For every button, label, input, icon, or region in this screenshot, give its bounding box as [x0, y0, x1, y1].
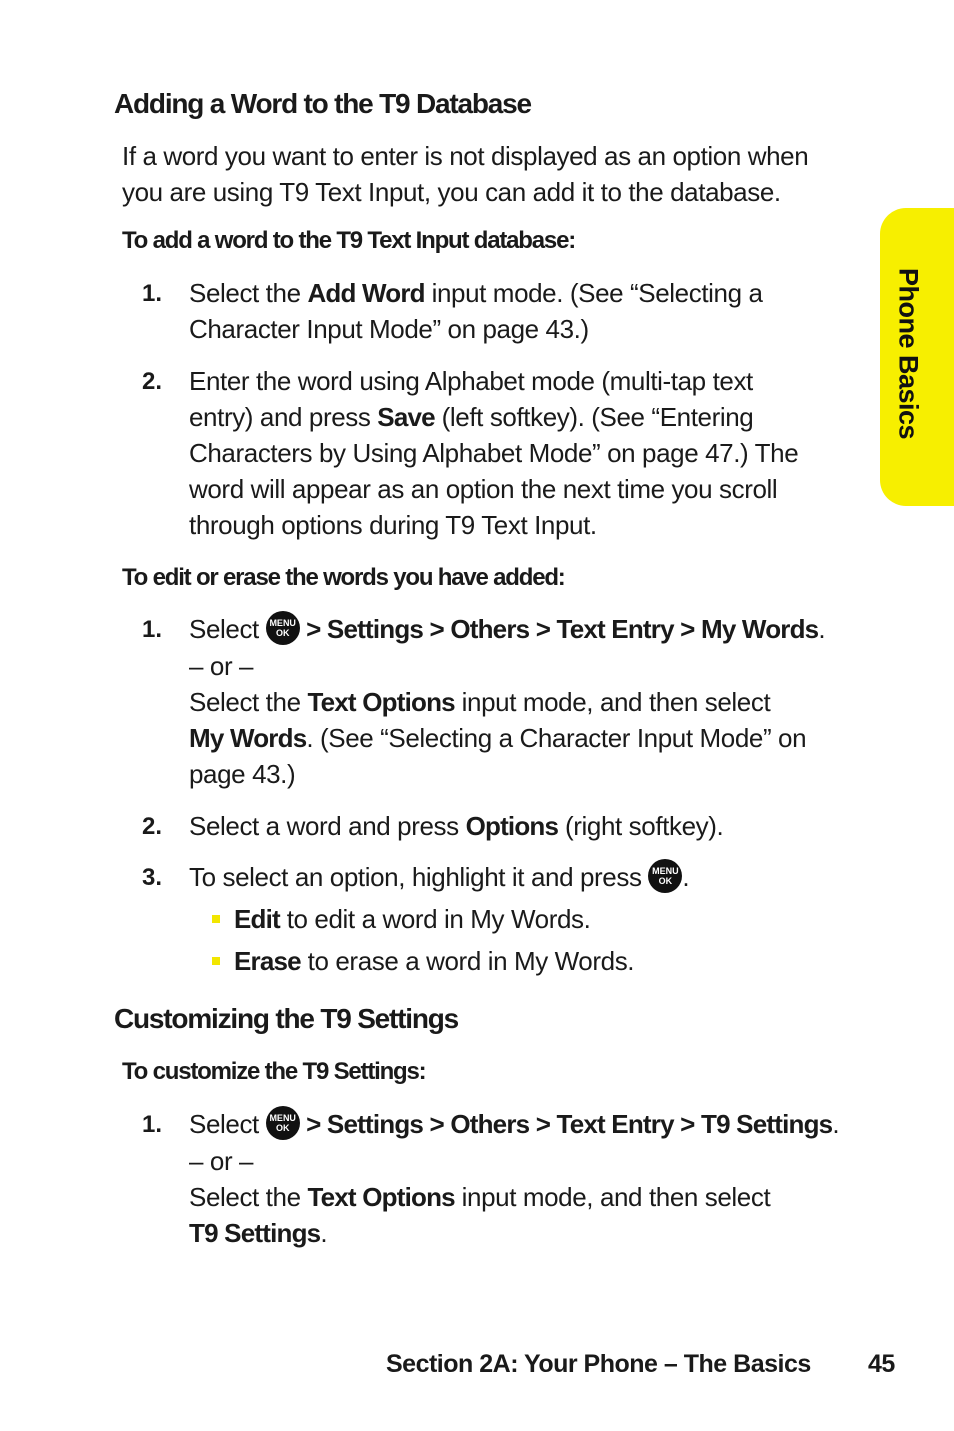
icon-text: OK [275, 1123, 290, 1134]
step-text [189, 363, 798, 543]
icon-text: OK [658, 876, 673, 887]
text: . [832, 1109, 840, 1139]
text: Enter the word using Alphabet mode (multi-tap text [189, 366, 753, 396]
text: (right softkey). [558, 811, 724, 841]
menu-path: > Settings > Others > Text Entry > T9 Settings [299, 1109, 833, 1139]
side-tab [880, 208, 954, 506]
step-text [189, 1106, 839, 1251]
text: Select [189, 614, 266, 644]
procedure-lead-edit: To edit or erase the words you have added: [122, 564, 565, 591]
step-text [189, 859, 689, 896]
intro-line-1: If a word you want to enter is not displayed as an option when [122, 141, 809, 171]
step-number: 3. [142, 864, 163, 891]
text: Select [189, 1109, 266, 1139]
icon-text: MENU [269, 1113, 296, 1124]
bold-term: Text Options [307, 1182, 455, 1213]
bold-term: T9 Settings [189, 1218, 321, 1249]
text: (left softkey). (See “Entering [434, 402, 754, 432]
text: . [682, 862, 690, 892]
step-text [189, 611, 825, 792]
bold-term: Save [377, 402, 435, 432]
bullet-item [212, 901, 590, 937]
page-number: 45 [868, 1350, 895, 1378]
menu-path: > Settings > Others > Text Entry > My Words [299, 614, 819, 644]
text: . (See “Selecting a Character Input Mode” on [306, 723, 807, 754]
side-tab-label: Phone Basics [893, 267, 924, 440]
text: Characters by Using Alphabet Mode” on page 47.) The [189, 438, 799, 468]
or-separator: – or – [189, 1146, 254, 1177]
menu-ok-icon [266, 1106, 300, 1140]
bold-term: Text Options [307, 687, 455, 718]
bullet-square-icon [212, 957, 220, 965]
bullet-item [212, 943, 634, 979]
bold-term: Edit [234, 904, 280, 934]
bold-term: Erase [234, 946, 301, 976]
icon-text: MENU [652, 866, 679, 877]
text: Select a word and press [189, 811, 466, 841]
text: page 43.) [189, 759, 296, 790]
icon-text: MENU [269, 618, 296, 629]
bullet-square-icon [212, 915, 220, 923]
menu-ok-icon [648, 859, 682, 893]
text: entry) and press [189, 402, 378, 432]
text: Character Input Mode” on page 43.) [189, 314, 589, 344]
menu-ok-icon [266, 611, 300, 645]
step-number: 2. [142, 368, 163, 395]
text: input mode, and then select [454, 687, 771, 718]
icon-text: OK [275, 628, 290, 639]
text: to erase a word in My Words. [300, 946, 635, 976]
text: . [818, 614, 826, 644]
text: through options during T9 Text Input. [189, 510, 597, 540]
text: To select an option, highlight it and press [189, 862, 649, 892]
intro-line-2: you are using T9 Text Input, you can add it to the database. [122, 177, 781, 207]
step-number: 2. [142, 813, 163, 840]
bold-term: My Words [189, 723, 307, 754]
text: word will appear as an option the next time you scroll [189, 474, 778, 504]
text: input mode. (See “Selecting a [424, 278, 763, 308]
text: Select the [189, 278, 308, 308]
step-text [189, 275, 763, 347]
footer-section: Section 2A: Your Phone – The Basics [386, 1350, 811, 1378]
text: Select the [189, 687, 308, 718]
bold-term: Add Word [307, 278, 425, 308]
or-separator: – or – [189, 651, 254, 682]
step-number: 1. [142, 616, 163, 643]
section-title-add-word: Adding a Word to the T9 Database [114, 88, 531, 119]
text: . [320, 1218, 328, 1249]
step-text [189, 808, 723, 844]
bold-term: Options [465, 811, 559, 841]
step-number: 1. [142, 1111, 163, 1138]
section-title-customize: Customizing the T9 Settings [114, 1003, 459, 1034]
procedure-lead-customize: To customize the T9 Settings: [122, 1058, 426, 1085]
procedure-lead-add: To add a word to the T9 Text Input database: [122, 227, 576, 254]
text: Select the [189, 1182, 308, 1213]
text: to edit a word in My Words. [279, 904, 591, 934]
text: input mode, and then select [454, 1182, 771, 1213]
step-number: 1. [142, 280, 163, 307]
